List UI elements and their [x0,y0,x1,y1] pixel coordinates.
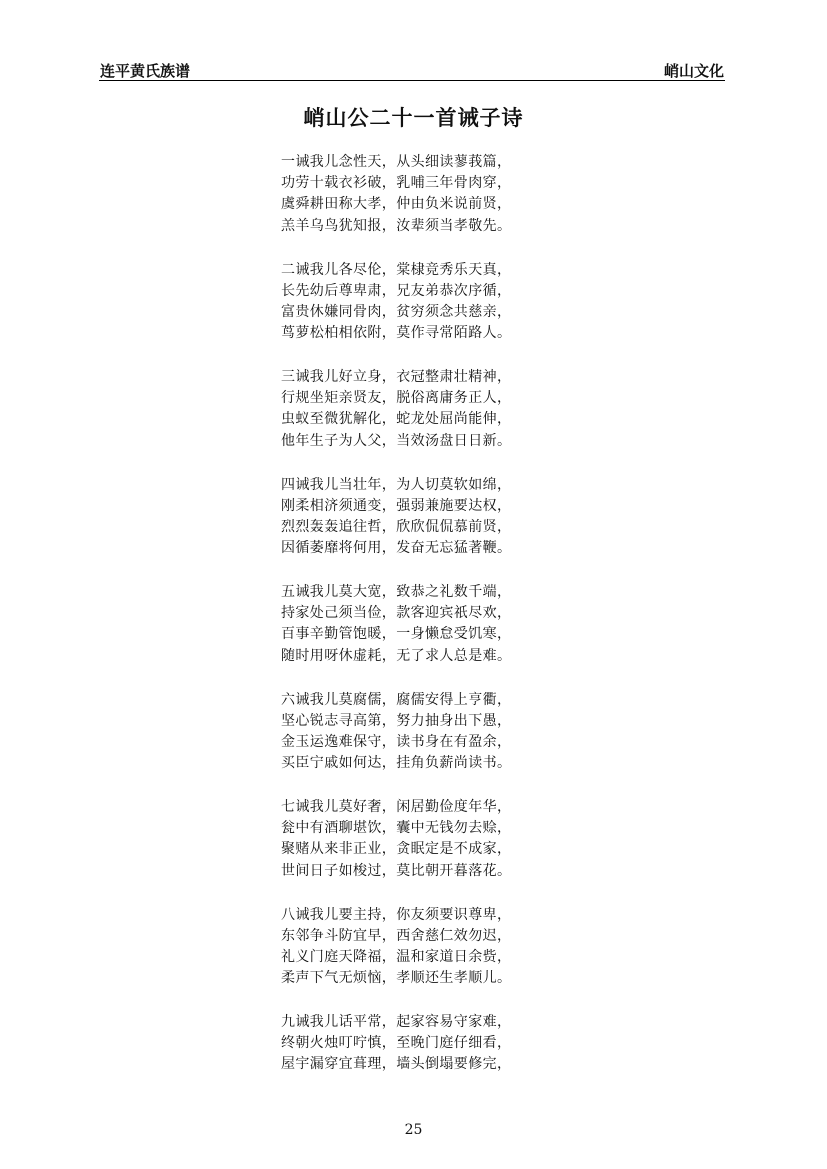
poem-line: 持家处己须当俭，款客迎宾祇尽欢， [281,605,512,622]
poem-line: 柔声下气无烦恼，孝顺还生孝顺儿。 [281,970,512,987]
poem-stanza [281,905,561,1013]
poem-line: 虞舜耕田称大孝，仲由负米说前贤， [281,196,512,213]
poem-line: 百事辛勤管饱暖，一身懒怠受饥寒， [281,626,512,643]
poem-line: 八诫我儿要主持，你友须要识尊卑， [281,906,512,923]
poem-line: 功劳十载衣衫破，乳哺三年骨肉穿， [281,175,512,192]
poem-line: 二诫我儿各尽伦，棠棣竞秀乐天真， [281,261,512,278]
poem-stanza [281,582,561,690]
poem-stanza [281,1012,561,1120]
poem-line: 五诫我儿莫大宽，致恭之礼数千端， [281,584,512,600]
poem-line: 终朝火烛叮咛慎，至晚门庭仔细看， [281,1035,512,1052]
poem-line: 礼义门庭天降福，温和家道日余赀， [281,948,512,965]
poem-line: 茑萝松柏相依附，莫作寻常陌路人。 [281,325,512,342]
poem-line: 随时用呀休虚耗，无了求人总是难。 [281,647,512,664]
poem-line: 长先幼后尊卑肃，兄友弟恭次序循， [281,282,512,299]
header-rule [99,80,725,81]
poem-line: 富贵休嫌同骨肉，贫穷须念共慈亲， [281,303,512,320]
poem-line: 他年生子为人父，当效汤盘日日新。 [281,432,512,449]
header-right-title: 峭山文化 [663,62,724,80]
poem-line: 坚心锐志寻高第，努力抽身出下愚， [281,712,512,729]
poem-stanza [281,797,561,905]
poem-line: 瓮中有酒聊堪饮，囊中无钱勿去赊， [281,820,512,837]
poem-body [281,152,561,1120]
poem-line: 虫蚁至微犹解化，蛇龙处屈尚能伸， [281,411,512,428]
poem-line: 行规坐矩亲贤友，脱俗离庸务正人， [281,390,512,407]
poem-line: 九诫我儿话平常，起家容易守家难， [281,1014,512,1030]
poem-line: 六诫我儿莫腐儒，腐儒安得上亨衢， [281,691,512,708]
poem-line: 聚赌从来非正业，贪眠定是不成家， [281,841,512,858]
poem-stanza [281,690,561,798]
poem-line: 七诫我儿莫好奢，闲居勤俭度年华， [281,799,512,815]
poem-line: 羔羊乌鸟犹知报，汝辈须当孝敬先。 [281,217,512,234]
poem-stanza [281,475,561,583]
poem-line: 屋宇漏穿宜葺理，墙头倒塌要修完， [281,1056,512,1073]
poem-stanza [281,260,561,368]
poem-line: 三诫我儿好立身，衣冠整肃壮精神， [281,369,512,385]
poem-line: 刚柔相济须通变，强弱兼施要达权， [281,497,512,514]
poem-line: 金玉运逸难保守，读书身在有盈余， [281,733,512,750]
poem-line: 东邻争斗防宜早，西舍慈仁效勿迟， [281,927,512,944]
poem-line: 一诫我儿念性天，从头细读蓼莪篇， [281,154,512,170]
poem-line: 因循萎靡将何用，发奋无忘猛著鞭。 [281,540,512,557]
page-number: 25 [404,1122,423,1138]
page-title: 峭山公二十一首诫子诗 [303,106,524,130]
poem-line: 四诫我儿当壮年，为人切莫软如绵， [281,476,512,493]
poem-stanza [281,367,561,475]
poem-line: 买臣宁戚如何达，挂角负薪尚读书。 [281,755,512,772]
poem-line: 世间日子如梭过，莫比朝开暮落花。 [281,862,512,879]
header-left-title: 连平黄氏族谱 [100,62,191,80]
poem-stanza [281,152,561,260]
poem-line: 烈烈轰轰追往哲，欣欣侃侃慕前贤， [281,518,512,535]
